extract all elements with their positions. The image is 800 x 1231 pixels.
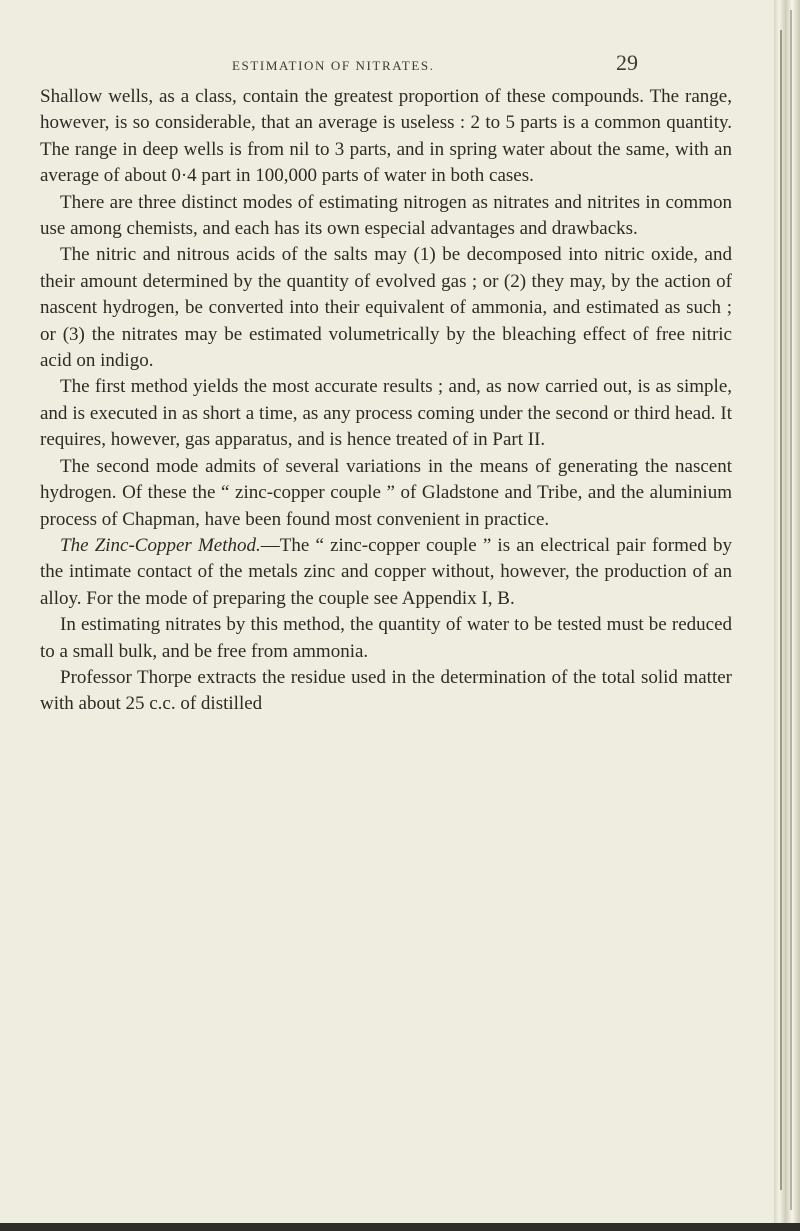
paragraph: The nitric and nitrous acids of the salts may (1) be decomposed into nitric oxide, and their amount determined by the quantity of evolved gas ; or (2) they may, by the action of nascent hydrogen, be converted into their equivalent of ammonia, and estimated as such ; or (3) the nitrates may be estimated volumetrically by the bleaching effect of free nitric acid on indigo. [40, 244, 732, 372]
running-header: ESTIMATION OF NITRATES. [232, 58, 435, 73]
paragraph: Professor Thorpe extracts the residue used in the determination of the total solid matter with about 25 c.c. of distilled [40, 666, 732, 715]
paragraph: The second mode admits of several variations in the means of generating the nascent hydrogen. Of these the “ zinc-copper couple ” of Gladstone and Tribe, and the aluminium process of Chapman, have been found most convenient in practice. [40, 455, 732, 530]
page-edge [774, 0, 800, 1231]
paragraph: The first method yields the most accurate results ; and, as now carried out, is as simple, and is executed in as short a time, as any process coming under the second or third head. It requires, however, gas apparatus, and is hence treated of in Part II. [40, 376, 732, 451]
paragraph-text: —The “ zinc-copper couple ” is an electrical pair formed by the intimate contact of the metals zinc and copper without, however, the production of an alloy. For the mode of preparing the couple see Appendix I, B. [40, 534, 732, 609]
paragraph: Shallow wells, as a class, contain the greatest proportion of these compounds. The range, however, is so considerable, that an average is useless : 2 to 5 parts is a common quantity. The range in deep wells is from nil to 3 parts, and in spring water about the same, with an average of about 0·4 part in 100,000 parts of water in both cases. [40, 86, 732, 187]
section-heading: The Zinc-Copper Method. [60, 534, 261, 556]
body-text [40, 84, 732, 718]
paragraph [40, 533, 732, 612]
paragraph: In estimating nitrates by this method, the quantity of water to be tested must be reduced to a small bulk, and be free from ammonia. [40, 614, 732, 662]
paragraph: There are three distinct modes of estimating nitrogen as nitrates and nitrites in common use among chemists, and each has its own especial advantages and drawbacks. [40, 191, 732, 240]
bottom-border [0, 1223, 800, 1231]
page-number: 29 [616, 50, 638, 75]
